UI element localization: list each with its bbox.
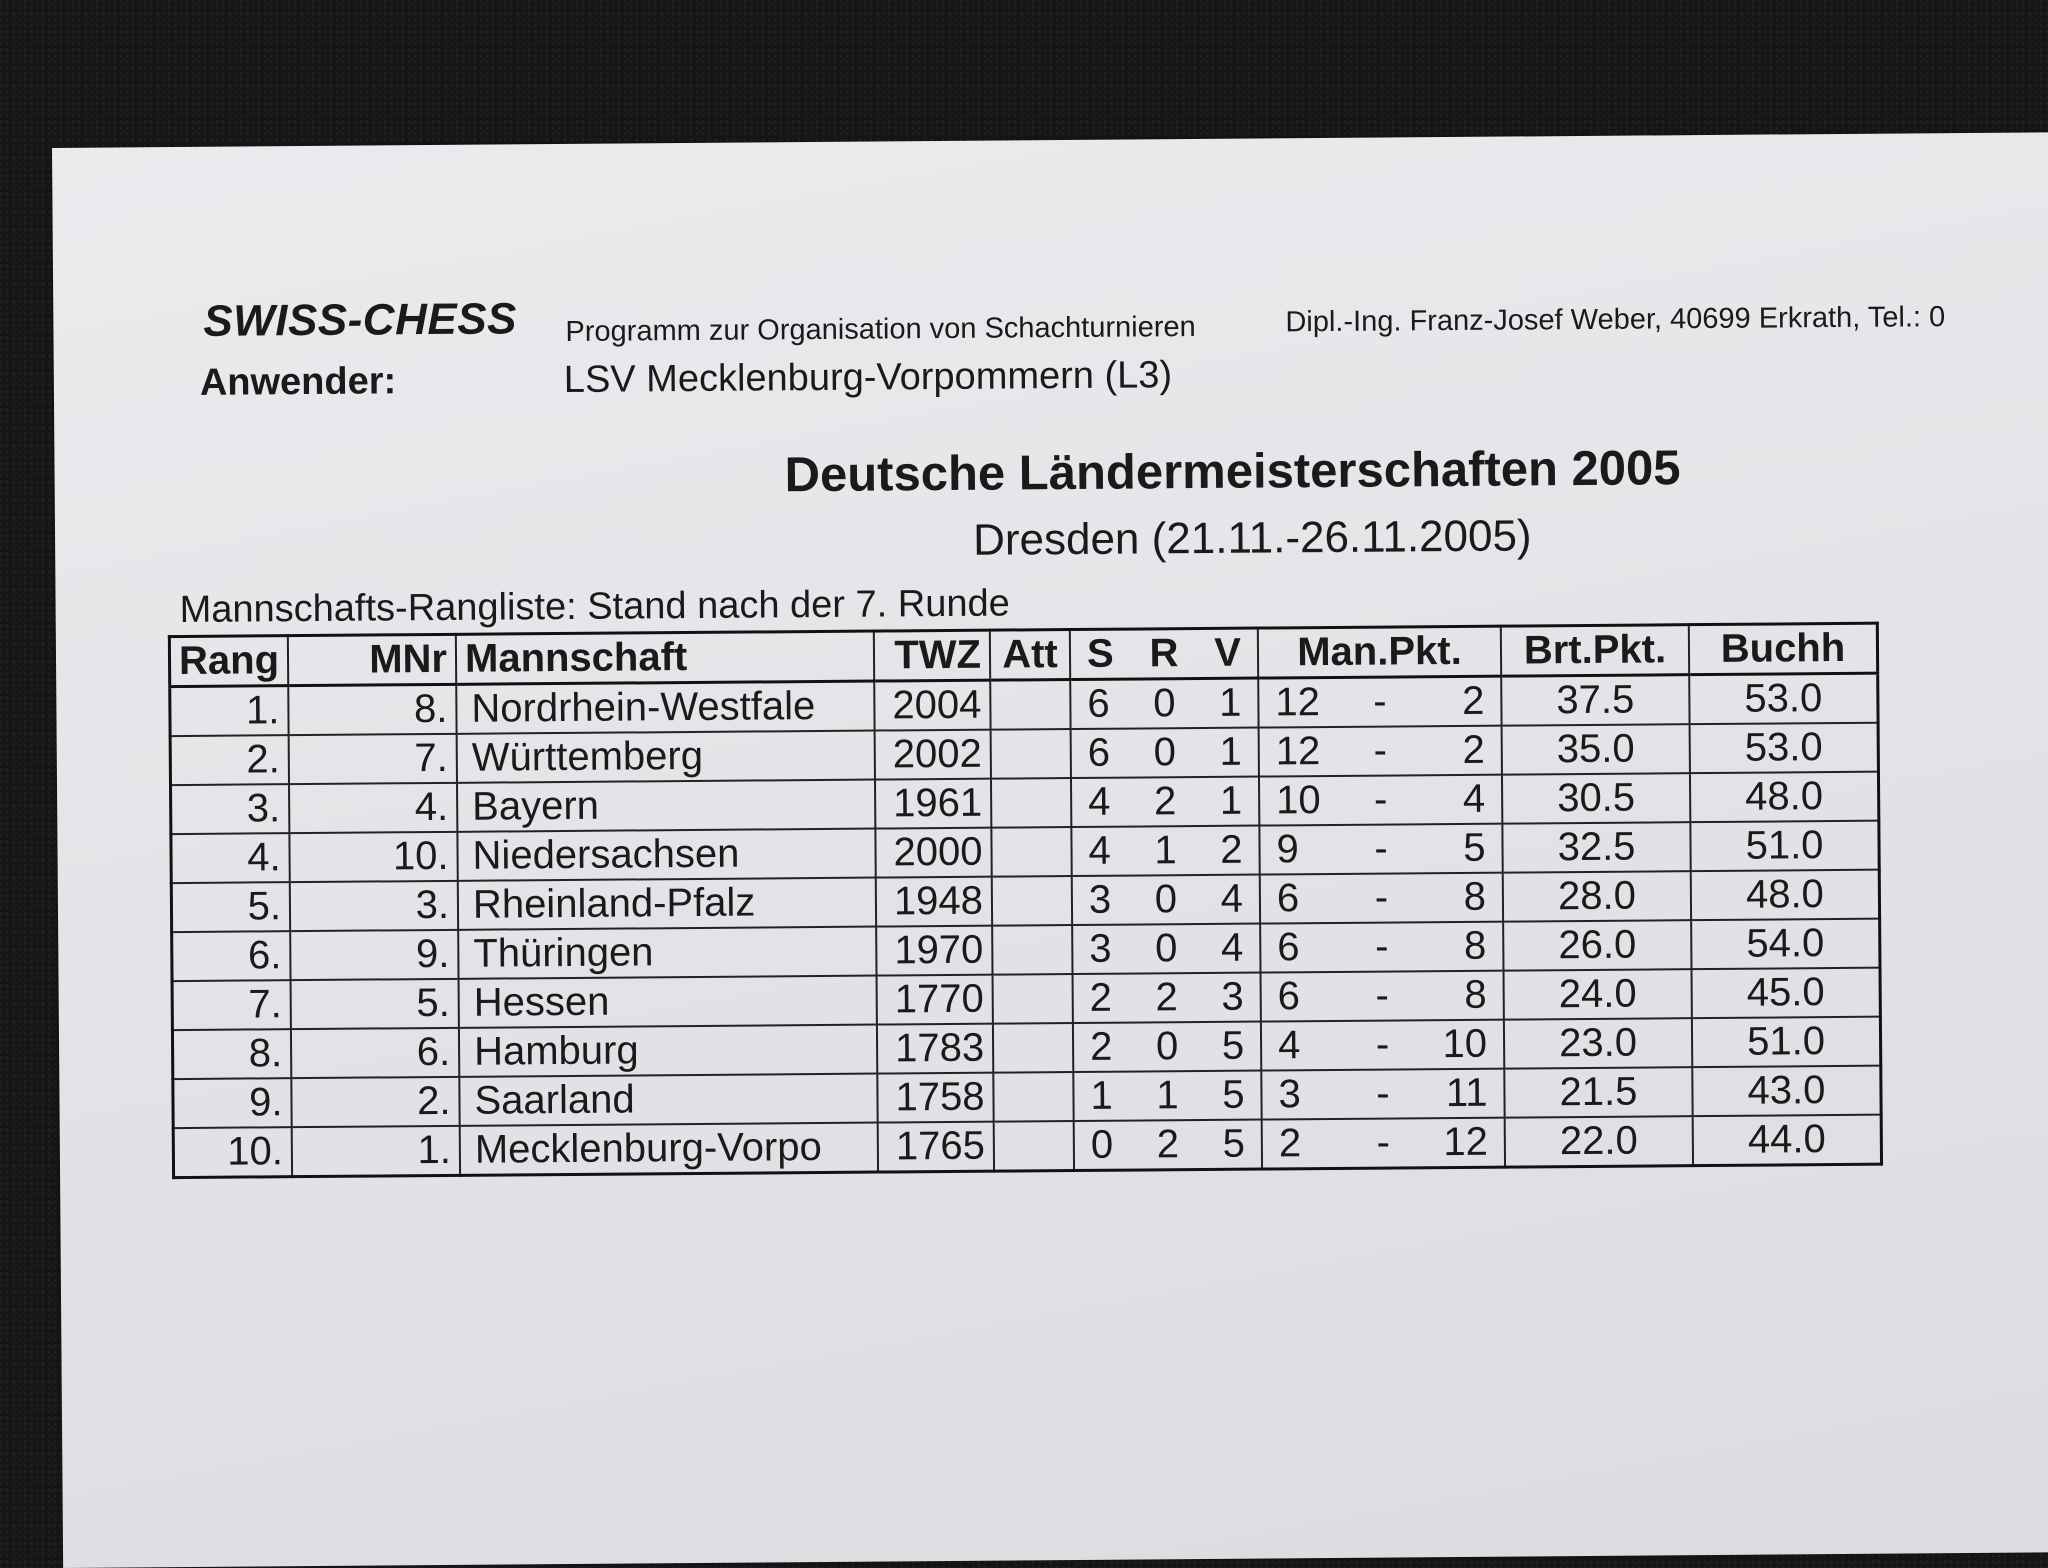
cell-att — [991, 827, 1071, 877]
cell-mnr: 10. — [289, 832, 457, 882]
cell-twz: 1970 — [876, 926, 992, 976]
cell-r: 2 — [1153, 779, 1177, 824]
cell-team: Hessen — [459, 976, 877, 1028]
cell-v: 1 — [1218, 680, 1242, 725]
cell-rang: 5. — [171, 882, 290, 932]
cell-brt: 28.0 — [1503, 871, 1691, 921]
cell-man — [1259, 824, 1502, 875]
header-buchh: Buchh — [1689, 623, 1878, 674]
cell-rang: 8. — [172, 1029, 291, 1079]
cell-buchh: 53.0 — [1689, 673, 1878, 724]
cell-man-lost: 12 — [1443, 1119, 1489, 1165]
header-s: S — [1086, 631, 1114, 676]
cell-v: 1 — [1219, 778, 1243, 823]
author-info: Dipl.-Ing. Franz-Josef Weber, 40699 Erkrath, Tel.: 0 — [1285, 301, 1946, 339]
cell-man-won: 4 — [1277, 1023, 1301, 1068]
cell-man — [1262, 1118, 1505, 1169]
cell-r: 0 — [1153, 681, 1176, 726]
cell-r: 2 — [1155, 975, 1179, 1020]
cell-buchh: 51.0 — [1692, 1017, 1881, 1067]
cell-buchh: 48.0 — [1690, 772, 1879, 822]
cell-mnr: 2. — [291, 1077, 459, 1127]
ranking-table — [168, 622, 1883, 1179]
cell-man-lost: 10 — [1442, 1021, 1488, 1067]
cell-man-separator: - — [1373, 777, 1388, 822]
cell-r: 0 — [1155, 1024, 1179, 1069]
header-att: Att — [990, 630, 1070, 681]
cell-twz: 1961 — [875, 779, 991, 829]
cell-srv — [1073, 1022, 1261, 1072]
cell-man — [1260, 873, 1503, 924]
cell-twz: 2000 — [875, 828, 991, 878]
cell-twz: 1765 — [878, 1122, 994, 1172]
header-v: V — [1214, 630, 1242, 675]
cell-r: 2 — [1156, 1122, 1180, 1167]
cell-man — [1259, 775, 1502, 826]
header-brt: Brt.Pkt. — [1501, 625, 1689, 676]
cell-s: 3 — [1088, 877, 1112, 922]
cell-mnr: 8. — [288, 684, 456, 735]
cell-mnr: 6. — [291, 1028, 459, 1078]
cell-brt: 32.5 — [1502, 822, 1690, 872]
cell-srv — [1073, 973, 1261, 1023]
cell-s: 4 — [1088, 828, 1111, 873]
cell-man — [1260, 922, 1503, 973]
cell-mnr: 7. — [289, 734, 457, 784]
cell-buchh: 45.0 — [1691, 968, 1880, 1018]
cell-v: 4 — [1220, 876, 1244, 921]
cell-att — [991, 729, 1071, 779]
cell-brt: 24.0 — [1504, 969, 1692, 1019]
cell-man-lost: 2 — [1462, 727, 1485, 772]
user-label: Anwender: — [199, 360, 397, 404]
cell-att — [992, 876, 1072, 926]
cell-man-separator: - — [1376, 1120, 1391, 1165]
cell-team: Thüringen — [458, 927, 876, 979]
cell-s: 1 — [1090, 1073, 1113, 1118]
cell-man-won: 12 — [1275, 680, 1321, 725]
cell-rang: 3. — [171, 784, 290, 834]
cell-man — [1261, 1020, 1504, 1071]
cell-v: 2 — [1220, 827, 1243, 872]
cell-twz: 1948 — [876, 877, 992, 927]
cell-r: 1 — [1154, 828, 1177, 873]
cell-man-lost: 2 — [1461, 678, 1485, 723]
cell-twz: 1783 — [877, 1024, 993, 1074]
cell-v: 1 — [1219, 729, 1242, 774]
cell-twz: 1770 — [877, 975, 993, 1025]
ranking-title: Mannschafts-Rangliste: Stand nach der 7. Runde — [179, 582, 1010, 632]
cell-mnr: 4. — [289, 783, 457, 833]
cell-man-separator: - — [1375, 973, 1390, 1018]
header-srv — [1070, 628, 1258, 679]
cell-team: Rheinland-Pfalz — [458, 878, 876, 930]
cell-man-separator: - — [1374, 875, 1389, 920]
printed-sheet — [52, 132, 2048, 1568]
event-subtitle: Dresden (21.11.-26.11.2005) — [972, 511, 1532, 565]
cell-team: Hamburg — [459, 1025, 877, 1077]
cell-srv — [1072, 924, 1260, 974]
cell-team: Bayern — [457, 780, 875, 832]
cell-brt: 37.5 — [1501, 675, 1689, 726]
cell-man-lost: 8 — [1463, 874, 1487, 919]
cell-rang: 1. — [170, 686, 289, 736]
cell-man-won: 6 — [1277, 974, 1301, 1019]
cell-man-won: 10 — [1275, 778, 1321, 823]
cell-att — [993, 1023, 1073, 1073]
cell-mnr: 3. — [290, 881, 458, 931]
cell-man-won: 6 — [1277, 925, 1300, 970]
cell-att — [993, 974, 1073, 1024]
ranking-body — [170, 673, 1882, 1177]
cell-brt: 23.0 — [1504, 1018, 1692, 1068]
cell-man — [1259, 726, 1502, 777]
cell-att — [992, 925, 1072, 975]
cell-man — [1261, 971, 1504, 1022]
cell-twz: 2004 — [874, 680, 990, 730]
cell-twz: 1758 — [877, 1073, 993, 1123]
header-mnr: MNr — [288, 634, 456, 685]
cell-team: Saarland — [459, 1074, 877, 1126]
cell-mnr: 5. — [291, 979, 459, 1029]
cell-twz: 2002 — [875, 730, 991, 780]
header-team: Mannschaft — [456, 631, 874, 684]
user-value: LSV Mecklenburg-Vorpommern (L3) — [563, 354, 1173, 401]
cell-rang: 2. — [170, 735, 289, 785]
cell-man — [1261, 1069, 1504, 1120]
cell-v: 5 — [1221, 1023, 1245, 1068]
cell-brt: 21.5 — [1504, 1067, 1692, 1117]
cell-att — [993, 1072, 1073, 1122]
event-title: Deutsche Ländermeisterschaften 2005 — [784, 441, 1681, 503]
cell-buchh: 44.0 — [1693, 1115, 1882, 1166]
cell-man — [1258, 676, 1501, 727]
cell-v: 3 — [1221, 974, 1244, 1019]
cell-s: 4 — [1087, 779, 1111, 824]
cell-man-separator: - — [1375, 1022, 1390, 1067]
cell-rang: 4. — [171, 833, 290, 883]
cell-buchh: 53.0 — [1690, 723, 1879, 773]
cell-srv — [1071, 826, 1259, 876]
cell-man-won: 6 — [1276, 876, 1300, 921]
cell-man-separator: - — [1376, 1071, 1390, 1116]
cell-att — [994, 1121, 1074, 1171]
cell-buchh: 48.0 — [1691, 870, 1880, 920]
cell-brt: 26.0 — [1503, 920, 1691, 970]
cell-srv — [1070, 678, 1258, 729]
cell-v: 5 — [1222, 1072, 1245, 1117]
cell-team: Mecklenburg-Vorpo — [460, 1123, 878, 1176]
cell-buchh: 43.0 — [1692, 1066, 1881, 1116]
cell-v: 4 — [1220, 925, 1244, 970]
cell-s: 0 — [1090, 1122, 1114, 1167]
cell-team: Niedersachsen — [457, 829, 875, 881]
cell-man-lost: 11 — [1445, 1070, 1488, 1116]
cell-man-lost: 4 — [1462, 776, 1486, 821]
cell-srv — [1074, 1120, 1262, 1171]
cell-brt: 22.0 — [1505, 1116, 1693, 1167]
cell-man-won: 3 — [1278, 1072, 1301, 1117]
cell-man-separator: - — [1373, 679, 1387, 724]
cell-s: 6 — [1087, 730, 1111, 775]
cell-buchh: 51.0 — [1690, 821, 1879, 871]
cell-brt: 30.5 — [1502, 773, 1690, 823]
cell-att — [991, 778, 1071, 828]
header-rang: Rang — [169, 636, 288, 687]
cell-rang: 9. — [173, 1078, 292, 1128]
cell-man-separator: - — [1373, 728, 1388, 773]
cell-man-lost: 8 — [1464, 972, 1487, 1017]
cell-rang: 7. — [172, 980, 291, 1030]
cell-man-separator: - — [1374, 924, 1389, 969]
product-name: SWISS-CHESS — [203, 294, 518, 346]
cell-v: 5 — [1222, 1121, 1246, 1166]
cell-r: 0 — [1155, 926, 1178, 971]
product-description: Programm zur Organisation von Schachturnieren — [565, 311, 1196, 348]
cell-man-won: 12 — [1275, 729, 1321, 774]
cell-srv — [1073, 1071, 1261, 1121]
cell-r: 0 — [1153, 730, 1177, 775]
cell-rang: 6. — [172, 931, 291, 981]
cell-brt: 35.0 — [1502, 724, 1690, 774]
cell-s: 6 — [1087, 681, 1110, 726]
cell-mnr: 9. — [290, 930, 458, 980]
cell-rang: 10. — [173, 1127, 292, 1177]
cell-man-lost: 8 — [1463, 923, 1487, 968]
header-r: R — [1149, 631, 1179, 676]
cell-man-separator: - — [1374, 826, 1388, 871]
cell-team: Nordrhein-Westfale — [456, 681, 874, 734]
cell-mnr: 1. — [292, 1126, 460, 1177]
cell-r: 0 — [1154, 877, 1178, 922]
cell-srv — [1071, 728, 1259, 778]
cell-man-won: 9 — [1276, 827, 1299, 872]
cell-buchh: 54.0 — [1691, 919, 1880, 969]
cell-s: 2 — [1089, 975, 1113, 1020]
cell-team: Württemberg — [457, 731, 875, 783]
cell-s: 2 — [1089, 1024, 1113, 1069]
cell-man-lost: 5 — [1463, 825, 1486, 870]
header-twz: TWZ — [874, 630, 990, 681]
cell-man-won: 2 — [1278, 1121, 1302, 1166]
cell-s: 3 — [1089, 926, 1112, 971]
cell-r: 1 — [1156, 1073, 1179, 1118]
cell-srv — [1071, 777, 1259, 827]
header-man: Man.Pkt. — [1258, 626, 1501, 678]
cell-att — [990, 680, 1070, 730]
cell-srv — [1072, 875, 1260, 925]
